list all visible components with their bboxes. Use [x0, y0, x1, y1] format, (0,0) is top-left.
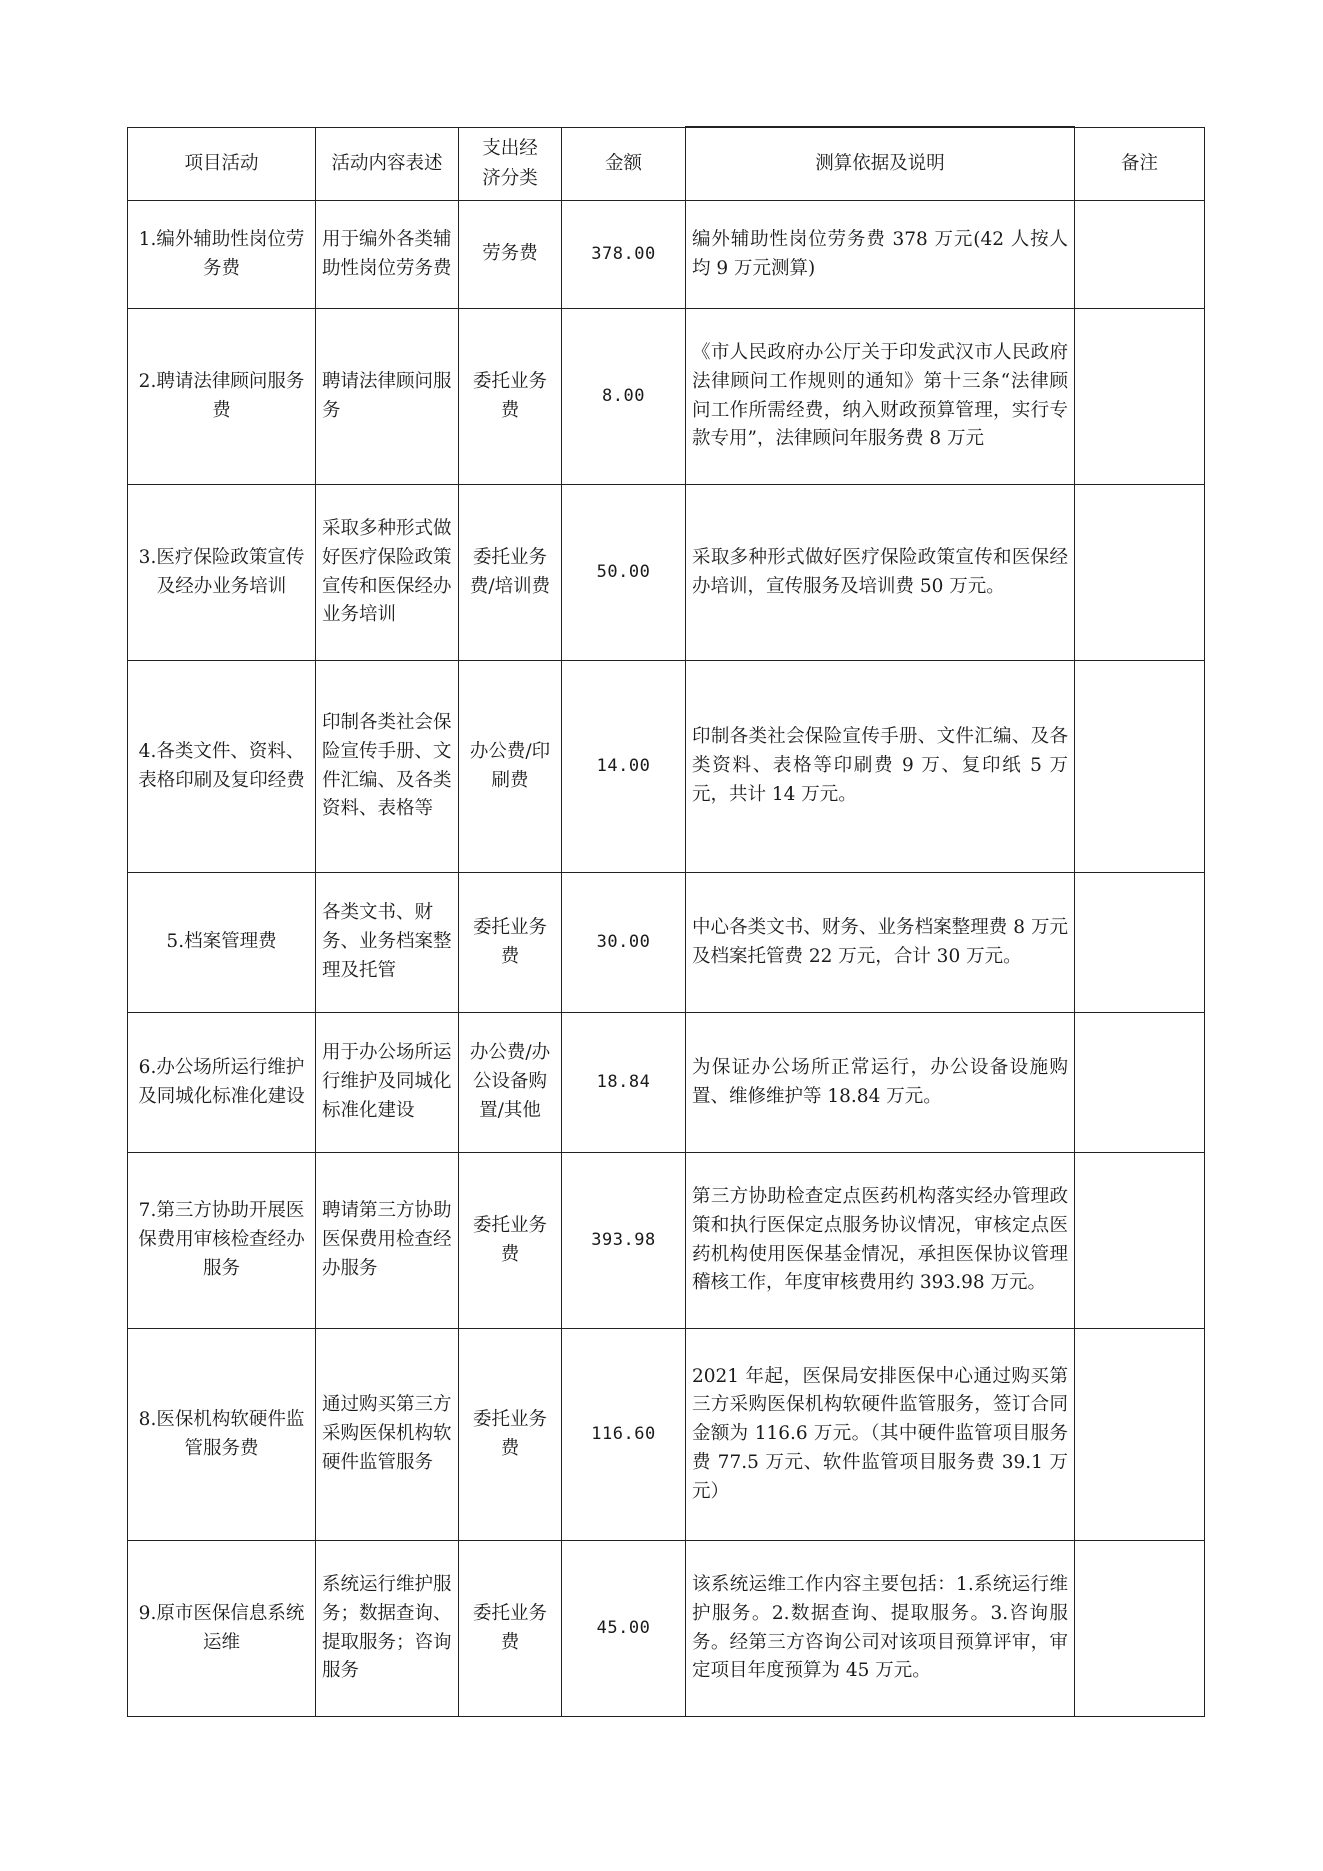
header-category-label: 支出经济分类 — [482, 138, 538, 189]
cell-amount: 45.00 — [562, 1541, 686, 1717]
cell-content: 聘请第三方协助医保费用检查经办服务 — [316, 1153, 459, 1329]
cell-category: 劳务费 — [459, 201, 562, 309]
table-row — [128, 1013, 1205, 1153]
cell-basis: 采取多种形式做好医疗保险政策宣传和医保经办培训，宣传服务及培训费 50 万元。 — [686, 485, 1075, 661]
header-remark: 备注 — [1075, 127, 1205, 201]
cell-category: 委托业务费 — [459, 1153, 562, 1329]
table-row — [128, 873, 1205, 1013]
cell-activity: 5.档案管理费 — [128, 873, 316, 1013]
cell-activity: 2.聘请法律顾问服务费 — [128, 309, 316, 485]
table-row — [128, 309, 1205, 485]
cell-content: 用于办公场所运行维护及同城化标准化建设 — [316, 1013, 459, 1153]
cell-amount: 116.60 — [562, 1329, 686, 1541]
cell-category: 委托业务费/培训费 — [459, 485, 562, 661]
cell-amount: 50.00 — [562, 485, 686, 661]
cell-content: 聘请法律顾问服务 — [316, 309, 459, 485]
table-row — [128, 661, 1205, 873]
cell-basis: 2021 年起，医保局安排医保中心通过购买第三方采购医保机构软硬件监管服务，签订合同金额为 116.6 万元。（其中硬件监管项目服务费 77.5 万元、软件监管项目服务费 39.1 万元） — [686, 1329, 1075, 1541]
cell-basis: 《市人民政府办公厅关于印发武汉市人民政府法律顾问工作规则的通知》第十三条“法律顾问工作所需经费，纳入财政预算管理，实行专款专用”，法律顾问年服务费 8 万元 — [686, 309, 1075, 485]
table-row — [128, 1153, 1205, 1329]
cell-category: 委托业务费 — [459, 873, 562, 1013]
table-row — [128, 485, 1205, 661]
table-row — [128, 1541, 1205, 1717]
cell-remark — [1075, 1013, 1205, 1153]
cell-basis: 编外辅助性岗位劳务费 378 万元(42 人按人均 9 万元测算) — [686, 201, 1075, 309]
cell-content: 各类文书、财务、业务档案整理及托管 — [316, 873, 459, 1013]
cell-category: 委托业务费 — [459, 1329, 562, 1541]
table-header-row — [128, 127, 1205, 201]
cell-remark — [1075, 201, 1205, 309]
cell-content: 通过购买第三方采购医保机构软硬件监管服务 — [316, 1329, 459, 1541]
cell-category: 办公费/印刷费 — [459, 661, 562, 873]
cell-category: 委托业务费 — [459, 1541, 562, 1717]
cell-basis: 第三方协助检查定点医药机构落实经办管理政策和执行医保定点服务协议情况，审核定点医药机构使用医保基金情况，承担医保协议管理稽核工作，年度审核费用约 393.98 万元。 — [686, 1153, 1075, 1329]
cell-amount: 18.84 — [562, 1013, 686, 1153]
cell-amount: 30.00 — [562, 873, 686, 1013]
cell-remark — [1075, 873, 1205, 1013]
cell-content: 采取多种形式做好医疗保险政策宣传和医保经办业务培训 — [316, 485, 459, 661]
cell-remark — [1075, 309, 1205, 485]
cell-remark — [1075, 1329, 1205, 1541]
cell-content: 印制各类社会保险宣传手册、文件汇编、及各类资料、表格等 — [316, 661, 459, 873]
cell-activity: 6.办公场所运行维护及同城化标准化建设 — [128, 1013, 316, 1153]
cell-activity: 1.编外辅助性岗位劳务费 — [128, 201, 316, 309]
cell-activity: 7.第三方协助开展医保费用审核检查经办服务 — [128, 1153, 316, 1329]
header-basis: 测算依据及说明 — [686, 127, 1075, 201]
cell-basis: 中心各类文书、财务、业务档案整理费 8 万元及档案托管费 22 万元，合计 30 万元。 — [686, 873, 1075, 1013]
budget-table — [127, 126, 1205, 1717]
cell-category: 委托业务费 — [459, 309, 562, 485]
table-row — [128, 201, 1205, 309]
cell-remark — [1075, 1541, 1205, 1717]
header-category — [459, 127, 562, 201]
table-row — [128, 1329, 1205, 1541]
cell-basis: 为保证办公场所正常运行，办公设备设施购置、维修维护等 18.84 万元。 — [686, 1013, 1075, 1153]
header-amount: 金额 — [562, 127, 686, 201]
header-activity: 项目活动 — [128, 127, 316, 201]
cell-content: 系统运行维护服务；数据查询、提取服务；咨询服务 — [316, 1541, 459, 1717]
header-content — [316, 127, 459, 201]
cell-remark — [1075, 661, 1205, 873]
cell-basis: 该系统运维工作内容主要包括：1.系统运行维护服务。2.数据查询、提取服务。3.咨询服务。经第三方咨询公司对该项目预算评审，审定项目年度预算为 45 万元。 — [686, 1541, 1075, 1717]
cell-activity: 3.医疗保险政策宣传及经办业务培训 — [128, 485, 316, 661]
cell-amount: 14.00 — [562, 661, 686, 873]
cell-activity: 4.各类文件、资料、表格印刷及复印经费 — [128, 661, 316, 873]
cell-amount: 378.00 — [562, 201, 686, 309]
cell-content: 用于编外各类辅助性岗位劳务费 — [316, 201, 459, 309]
cell-basis: 印制各类社会保险宣传手册、文件汇编、及各类资料、表格等印刷费 9 万、复印纸 5 万元，共计 14 万元。 — [686, 661, 1075, 873]
cell-activity: 8.医保机构软硬件监管服务费 — [128, 1329, 316, 1541]
cell-remark — [1075, 485, 1205, 661]
cell-activity: 9.原市医保信息系统运维 — [128, 1541, 316, 1717]
header-content-label: 活动内容表述 — [331, 152, 443, 174]
cell-remark — [1075, 1153, 1205, 1329]
cell-amount: 393.98 — [562, 1153, 686, 1329]
cell-amount: 8.00 — [562, 309, 686, 485]
cell-category: 办公费/办公设备购置/其他 — [459, 1013, 562, 1153]
